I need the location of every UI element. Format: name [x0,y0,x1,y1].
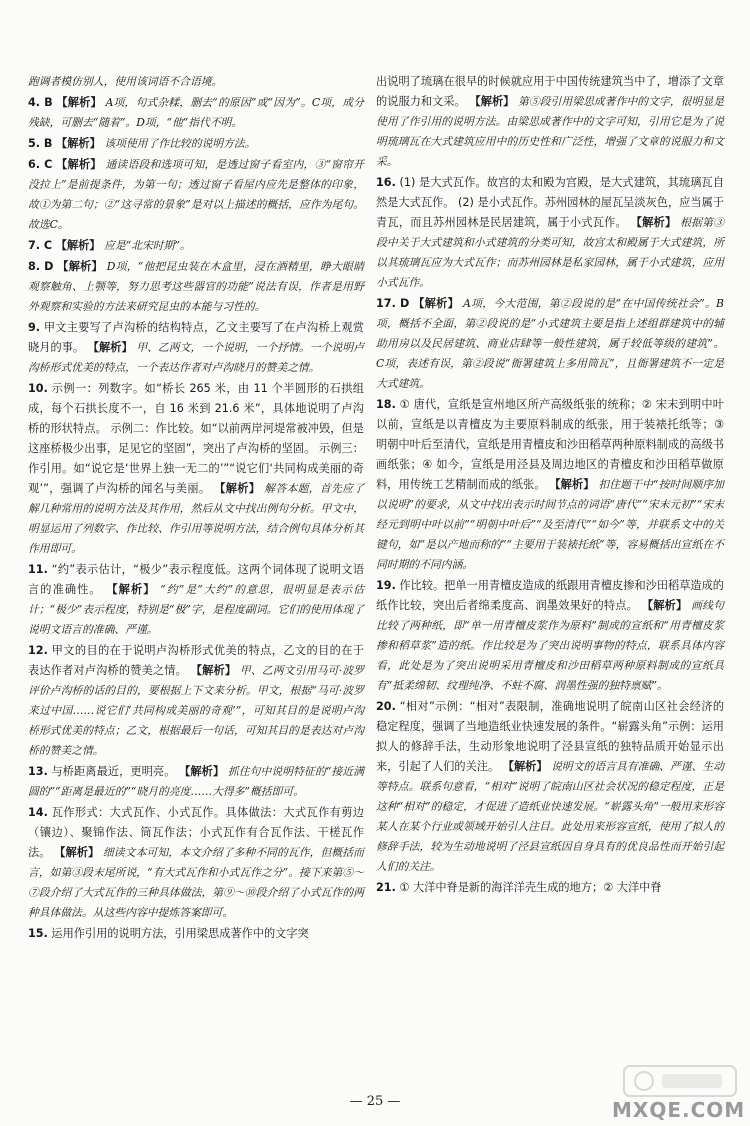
analysis-text: A项，句式杂糅，删去“的原因”或“因为”。C项，成分残缺，可删去“随着”。D项，“他”指代不明。 [28,96,364,129]
answer-text: 甲文的目的在于说明卢沟桥形式优美的特点，乙文的目的在于表达作者对卢沟桥的赞美之情。 [28,644,364,677]
analysis-tag: 【解析】 [413,297,460,310]
analysis-text: 画线句比较了两种纸，即“单一用青檀皮浆作为原料”制成的宣纸和“用青檀皮浆掺和稻草浆”造的纸。作比较是为了突出说明事物的特点，联系具体内容看，此处是为了突出说明采用青檀皮和沙田稻草两种原料制成的宣纸具有“抵柔绵韧、纹理纯净、不蛀不腐、润墨性强的独特禀赋”。 [376,599,724,692]
answer-entry [376,72,724,172]
answer-text: ① 大洋中脊是新的海洋洋壳生成的地方；② 大洋中脊 [399,881,662,894]
answer-text: 出说明了琉璃在很早的时候就应用于中国传统建筑当中了，增添了文章的说服力和文采。 [376,75,724,108]
question-number: 9. [28,321,41,334]
analysis-tag: 【解析】 [56,137,101,150]
analysis-text: 甲、乙两文引用马可·波罗评价卢沟桥的话的目的，要根据上下文来分析。甲文，根据“马可·波罗来过中国……说它们‘共同构成美丽的奇观’”，可知其目的是说明卢沟桥形式优美的特点；乙文，根据最后一句话，可知其目的是表达对卢沟桥的赞美之情。 [28,664,364,757]
right-column [376,72,724,899]
analysis-text: D项，“他把昆虫装在木盒里，浸在酒精里，睁大眼睛观察触角、上颚等，努力思考这些器官的功能”说法有误，作者是用野外观察和实验的方法来研究昆虫的本能与习性的。 [28,260,364,313]
answer-entry [28,318,364,378]
answer-text: 瓦作形式：大式瓦作、小式瓦作。具体做法：大式瓦作有剪边（镶边）、聚锦作法、筒瓦作法；小式瓦作有合瓦作法、干槎瓦作法。 [28,806,364,859]
analysis-tag: 【解析】 [179,765,225,778]
analysis-tag: 【解析】 [641,599,688,612]
question-number: 7. C [28,239,53,252]
analysis-tag: 【解析】 [469,95,515,108]
answer-entry [28,155,364,235]
analysis-text: 通读语段和选项可知，是透过窗子看室内，③“窗帘开没拉上”是前提条件，为第一句；透过窗子看屋内应先是整体的印象，故①为第二句；②“这寻常的景象”是对以上描述的概括，应作为尾句。故选C。 [28,158,364,231]
answer-entry [28,762,364,802]
analysis-text: 细读文本可知，本文介绍了多种不同的瓦作，但概括而言，如第③段末尾所说，“有大式瓦作和小式瓦作之分”。接下来第⑤～⑦段介绍了大式瓦作的三种具体做法，第⑨～⑩段介绍了小式瓦作的两种具体做法。从这些内容中提炼答案即可。 [28,846,364,919]
question-number: 6. C [28,158,53,171]
answer-text: 甲文主要写了卢沟桥的结构特点，乙文主要写了在卢沟桥上观赏晓月的事。 [28,321,364,354]
question-number: 21. [376,881,396,894]
question-number: 15. [28,927,48,940]
analysis-tag: 【解析】 [54,846,100,859]
answer-entry [28,379,364,559]
answer-entry [28,257,364,317]
answer-entry [376,294,724,394]
answer-entry [28,803,364,923]
analysis-text: 根据第③段中关于大式建筑和小式建筑的分类可知，故宫太和殿属于大式建筑，所以其琉璃瓦应为大式瓦作；而苏州园林是私家园林，属于小式建筑，应用小式瓦作。 [376,216,724,289]
answer-text: “约”表示估计，“极少”表示程度低。这两个词体现了说明文语言的准确性。 [28,563,365,596]
question-number: 17. D [376,297,410,310]
answer-entry [376,395,724,575]
analysis-text: “约”是“大约”的意思，很明显是表示估计；“极少”表示程度，特别是“极”字，是程度副词。它们的使用体现了说明文语言的准确、严谨。 [28,583,364,636]
answer-entry [28,134,364,154]
analysis-tag: 【解析】 [87,341,133,354]
analysis-tag: 【解析】 [502,760,548,773]
analysis-tag: 【解析】 [549,478,595,491]
analysis-tag: 【解析】 [57,260,103,273]
question-number: 20. [376,700,396,713]
answer-text: “相对”示例：“相对”表限制，准确地说明了皖南山区社会经济的稳定程度，强调了当地造纸业快速发展的条件。“崭露头角”示例：运用拟人的修辞手法，生动形象地说明了泾县宣纸的独特品质开始显示出来，引起了人们的关注。 [376,700,725,773]
analysis-text: 扣住题干中“按时间顺序加以说明”的要求，从文中找出表示时间节点的词语“唐代”“宋末元初”“宋末经元到明中叶以前”“明朝中叶后”“及至清代”“如今”等，并联系文中的关键句，如“是以产地而称的”“主要用于装裱托纸”等，容易概括出宣纸在不同时期的不同内涵。 [376,478,724,571]
analysis-text: A项，今大范围，第②段说的是“在中国传统社会”。B项，概括不全面，第②段说的是“小式建筑主要是指上述组群建筑中的辅助用房以及民居建筑、商业店肆等一般性建筑，属于较低等级的建筑”。C项，表述有误，第②段说“衙署建筑上多用筒瓦”，且衙署建筑不一定是大式建筑。 [376,297,724,390]
analysis-text: 跑调者模仿别人，使用该词语不合语境。 [28,75,223,88]
analysis-tag: 【解析】 [106,583,156,596]
analysis-tag: 【解析】 [56,158,102,171]
question-number: 18. [376,398,396,411]
answer-text: 运用作引用的说明方法，引用梁思成著作中的文字突 [51,927,309,940]
question-number: 10. [28,382,48,395]
analysis-text: 甲、乙两文，一个说明，一个抒情。一个说明卢沟桥形式优美的特点，一个表达作者对卢沟晓月的赞美之情。 [28,341,364,374]
answer-text: 示例一：列数字。如“桥长 265 米，由 11 个半圆形的石拱组成，每个石拱长度不一，自 16 米到 21.6 米”，具体地说明了卢沟桥的形状特点。 示例二：作比较。如“以前两岸河堤常被冲毁，但是这座桥极少出事，足见它的坚固”，突出了卢沟桥的坚固。 示例三：作引用。如“说它是‘世界上独一无二的’”“说它们‘共同构成美丽的奇观’”，强调了卢沟桥的闻名与美丽。 [28,382,364,495]
question-number: 8. D [28,260,54,273]
answer-entry [28,560,364,640]
analysis-text: 抓住句中说明特征的“接近满圆的”“距离是最近的”“晓月的亮度……大得多”概括即可。 [28,765,364,798]
analysis-tag: 【解析】 [55,239,101,252]
analysis-text: 第⑤段引用梁思成著作中的文字，很明显是使用了作引用的说明方法。由梁思成著作中的文字可知，引用它是为了说明琉璃瓦在大式建筑应用中的历史性和广泛性，增强了文章的说服力和文采。 [376,95,724,168]
answer-entry [28,924,364,944]
question-number: 19. [376,579,396,592]
analysis-tag: 【解析】 [56,96,102,109]
answer-entry [376,697,724,877]
answer-entry [376,576,724,696]
question-number: 12. [28,644,48,657]
answer-entry [28,93,364,133]
analysis-tag: 【解析】 [190,664,237,677]
answer-entry [28,641,364,761]
analysis-text: 说明文的语言具有准确、严谨、生动等特点。联系句意看，“相对”说明了皖南山区社会状况的稳定程度，正是这种“相对”的稳定，才促进了造纸业快速发展。“崭露头角”一般用来形容某人在某个行业或领域开始引人注目。此处用来形容宣纸，使用了拟人的修辞手法，较为生动地说明了泾县宣纸因自身具有的优良品性而开始引起人们的关注。 [376,760,725,873]
question-number: 5. B [28,137,53,150]
analysis-text: 应是“北宋时期”。 [104,239,191,252]
watermark-text: MXQE.COM [612,1098,746,1122]
answer-entry [28,236,364,256]
answer-text: (1) 是大式瓦作。故宫的太和殿为宫殿，是大式建筑，其琉璃瓦自然是大式瓦作。 (2) 是小式瓦作。苏州园林的屋瓦呈淡灰色，应当属于青瓦，而且苏州园林是民居建筑，属于小式瓦作。 [376,176,724,229]
analysis-text: 该项使用了作比较的说明方法。 [104,137,256,150]
left-column [28,72,364,945]
page-number: — 25 — [349,1094,401,1109]
question-number: 4. B [28,96,53,109]
analysis-tag: 【解析】 [630,216,677,229]
question-number: 13. [28,765,48,778]
question-number: 11. [28,563,48,576]
question-number: 14. [28,806,48,819]
question-number: 16. [376,176,396,189]
answer-text: ① 唐代，宣纸是宣州地区所产高级纸张的统称；② 宋末到明中叶以前，宣纸是以青檀皮为主要原料制成的纸张，用于装裱托纸等；③ 明朝中叶后至清代，宣纸是用青檀皮和沙田稻草两种原料制成的高级书画纸张；④ 如今，宣纸是用泾县及周边地区的青檀皮和沙田稻草做原料，用传统工艺精制而成的纸张。 [376,398,724,491]
analysis-tag: 【解析】 [214,482,261,495]
answer-entry [376,173,724,293]
answer-entry [28,72,364,92]
answer-entry [376,878,724,898]
analysis-text: 解答本题，首先应了解几种常用的说明方法及其作用，然后从文中找出例句分析。甲文中，明显运用了列数字、作比较、作引用等说明方法，结合例句具体分析其作用即可。 [28,482,364,555]
answer-text: 与桥距离最近，更明亮。 [51,765,176,778]
answer-text: 作比较。把单一用青檀皮造成的纸跟用青檀皮掺和沙田稻草造成的纸作比较，突出后者绵柔度高、润墨效果好的特点。 [376,579,724,612]
